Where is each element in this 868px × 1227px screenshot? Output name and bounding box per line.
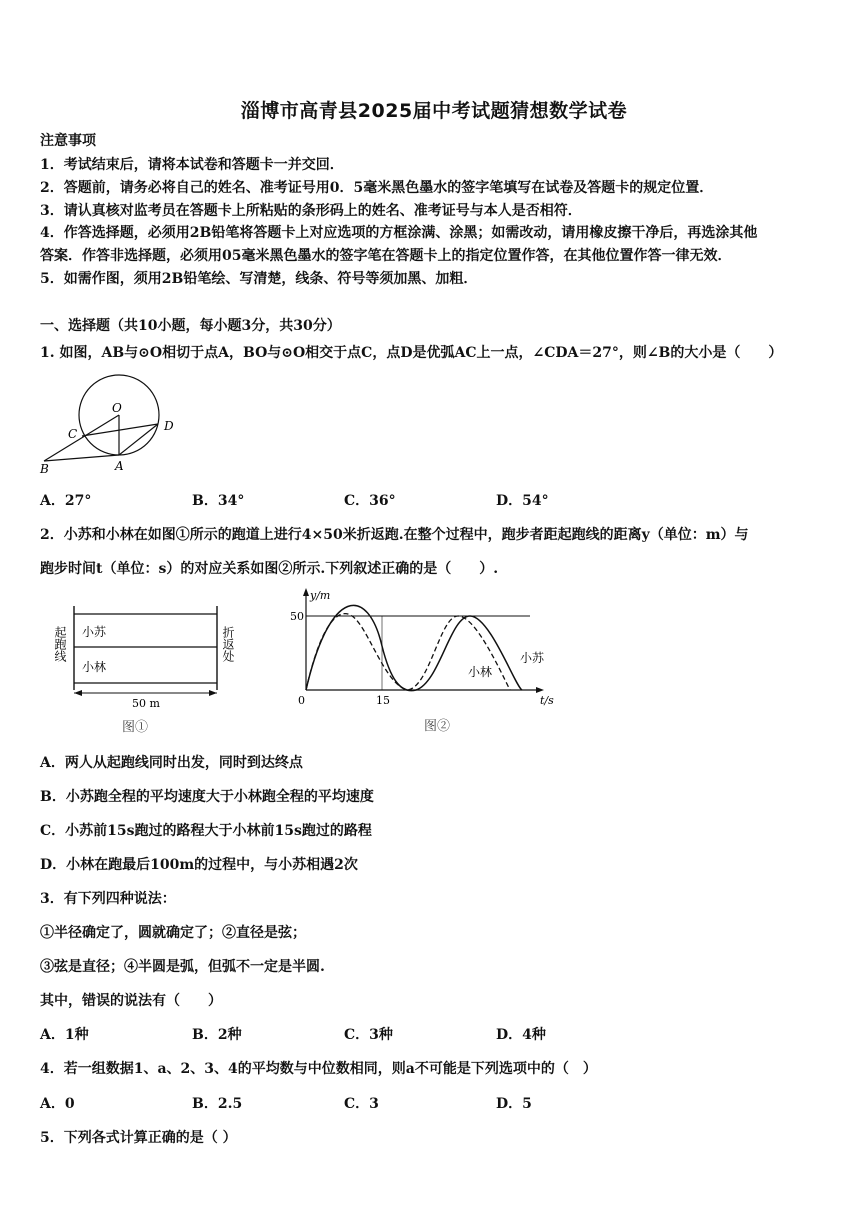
q1-stem: 1. 如图，AB与⊙O相切于点A，BO与⊙O相交于点C，点D是优弧AC上一点，∠CDA＝27°，则∠B的大小是（ ） <box>40 345 783 361</box>
q4-option-d: D．5 <box>496 1096 532 1112</box>
segment-ab <box>44 455 119 461</box>
q4-option-b: B．2.5 <box>192 1096 243 1112</box>
x-tick-label: 15 <box>376 694 390 707</box>
q1-option-a: A．27° <box>40 493 92 509</box>
y-axis-arrow <box>303 588 309 596</box>
notice-item: 2．答题前，请务必将自己的姓名、准考证号用0．5毫米黑色墨水的签字笔填写在试卷及答题卡的规定位置． <box>40 180 714 196</box>
q1-option-b: B．34° <box>192 493 245 509</box>
notice-heading: 注意事项 <box>40 133 96 149</box>
lane-label-xiaosu: 小苏 <box>82 625 107 639</box>
q3-stem: 3．有下列四种说法： <box>40 891 176 907</box>
q1-option-d: D．54° <box>496 493 549 509</box>
q1-figure <box>36 372 186 476</box>
label-o: O <box>112 401 122 415</box>
series-label-xiaosu: 小苏 <box>520 651 545 665</box>
length-label: 50 m <box>132 697 160 710</box>
y-axis-label: y/m <box>310 589 331 602</box>
x-axis-label: t/s <box>540 694 554 707</box>
notice-item: 3．请认真核对监考员在答题卡上所粘贴的条形码上的姓名、准考证号与本人是否相符． <box>40 203 582 219</box>
q4-stem: 4．若一组数据1、a、2、3、4的平均数与中位数相同，则a不可能是下列选项中的（ ） <box>40 1061 597 1077</box>
q5-stem: 5．下列各式计算正确的是（ ） <box>40 1130 237 1146</box>
q3-option-b: B．2种 <box>192 1027 242 1043</box>
notice-item: 4．作答选择题，必须用2B铅笔将答题卡上对应选项的方框涂满、涂黑；如需改动，请用橡皮擦干净后，再选涂其他 <box>40 225 758 241</box>
q3-line2: ③弦是直径；④半圆是弧，但弧不一定是半圆. <box>40 959 325 975</box>
y-tick-label: 50 <box>290 610 304 623</box>
q2-option-c: C．小苏前15s跑过的路程大于小林前15s跑过的路程 <box>40 823 372 839</box>
lane-label-xiaolin: 小林 <box>82 660 107 674</box>
arrow-right <box>209 690 217 696</box>
notice-item: 1．考试结束后，请将本试卷和答题卡一并交回． <box>40 157 344 173</box>
q2-option-d: D．小林在跑最后100m的过程中，与小苏相遇2次 <box>40 857 358 873</box>
figure2-caption: 图② <box>424 719 451 734</box>
turn-label: 折返处 <box>221 626 235 662</box>
notice-item: 答案．作答非选择题，必须用05毫米黑色墨水的签字笔在答题卡上的指定位置作答，在其他位置作答一律无效． <box>40 248 732 264</box>
q3-option-c: C．3种 <box>344 1027 393 1043</box>
q3-line1: ①半径确定了，圆就确定了；②直径是弦； <box>40 925 306 941</box>
page-title: 淄博市高青县2025届中考试题猜想数学试卷 <box>240 100 628 122</box>
q4-option-a: A．0 <box>40 1096 75 1112</box>
q3-option-d: D．4种 <box>496 1027 546 1043</box>
x-axis-arrow <box>536 687 544 693</box>
q2-stem-line2: 跑步时间t（单位：s）的对应关系如图②所示.下列叙述正确的是（ ）. <box>40 561 499 577</box>
q1-option-c: C．36° <box>344 493 396 509</box>
start-line-label: 起跑线 <box>53 626 67 662</box>
origin-label: 0 <box>298 694 305 707</box>
notice-item: 5．如需作图，须用2B铅笔绘、写清楚，线条、符号等须加黑、加粗． <box>40 271 478 287</box>
q2-option-b: B．小苏跑全程的平均速度大于小林跑全程的平均速度 <box>40 789 374 805</box>
q2-option-a: A．两人从起跑线同时出发，同时到达终点 <box>40 755 303 771</box>
series-label-xiaolin: 小林 <box>468 665 493 679</box>
q2-figure-graph <box>290 586 560 742</box>
q4-option-c: C．3 <box>344 1096 379 1112</box>
label-d: D <box>164 419 174 433</box>
label-a: A <box>115 459 124 473</box>
label-c: C <box>68 427 78 441</box>
arrow-left <box>74 690 82 696</box>
figure1-caption: 图① <box>122 720 149 735</box>
q2-stem-line1: 2．小苏和小林在如图①所示的跑道上进行4×50米折返跑.在整个过程中，跑步者距起跑线的距离y（单位：m）与 <box>40 527 749 543</box>
q2-figure-track <box>52 606 252 740</box>
q3-option-a: A．1种 <box>40 1027 89 1043</box>
q3-line3: 其中，错误的说法有（ ） <box>40 993 222 1009</box>
section-heading: 一、选择题（共10小题，每小题3分，共30分） <box>40 318 341 334</box>
segment-bo <box>44 415 119 461</box>
label-b: B <box>40 462 49 476</box>
